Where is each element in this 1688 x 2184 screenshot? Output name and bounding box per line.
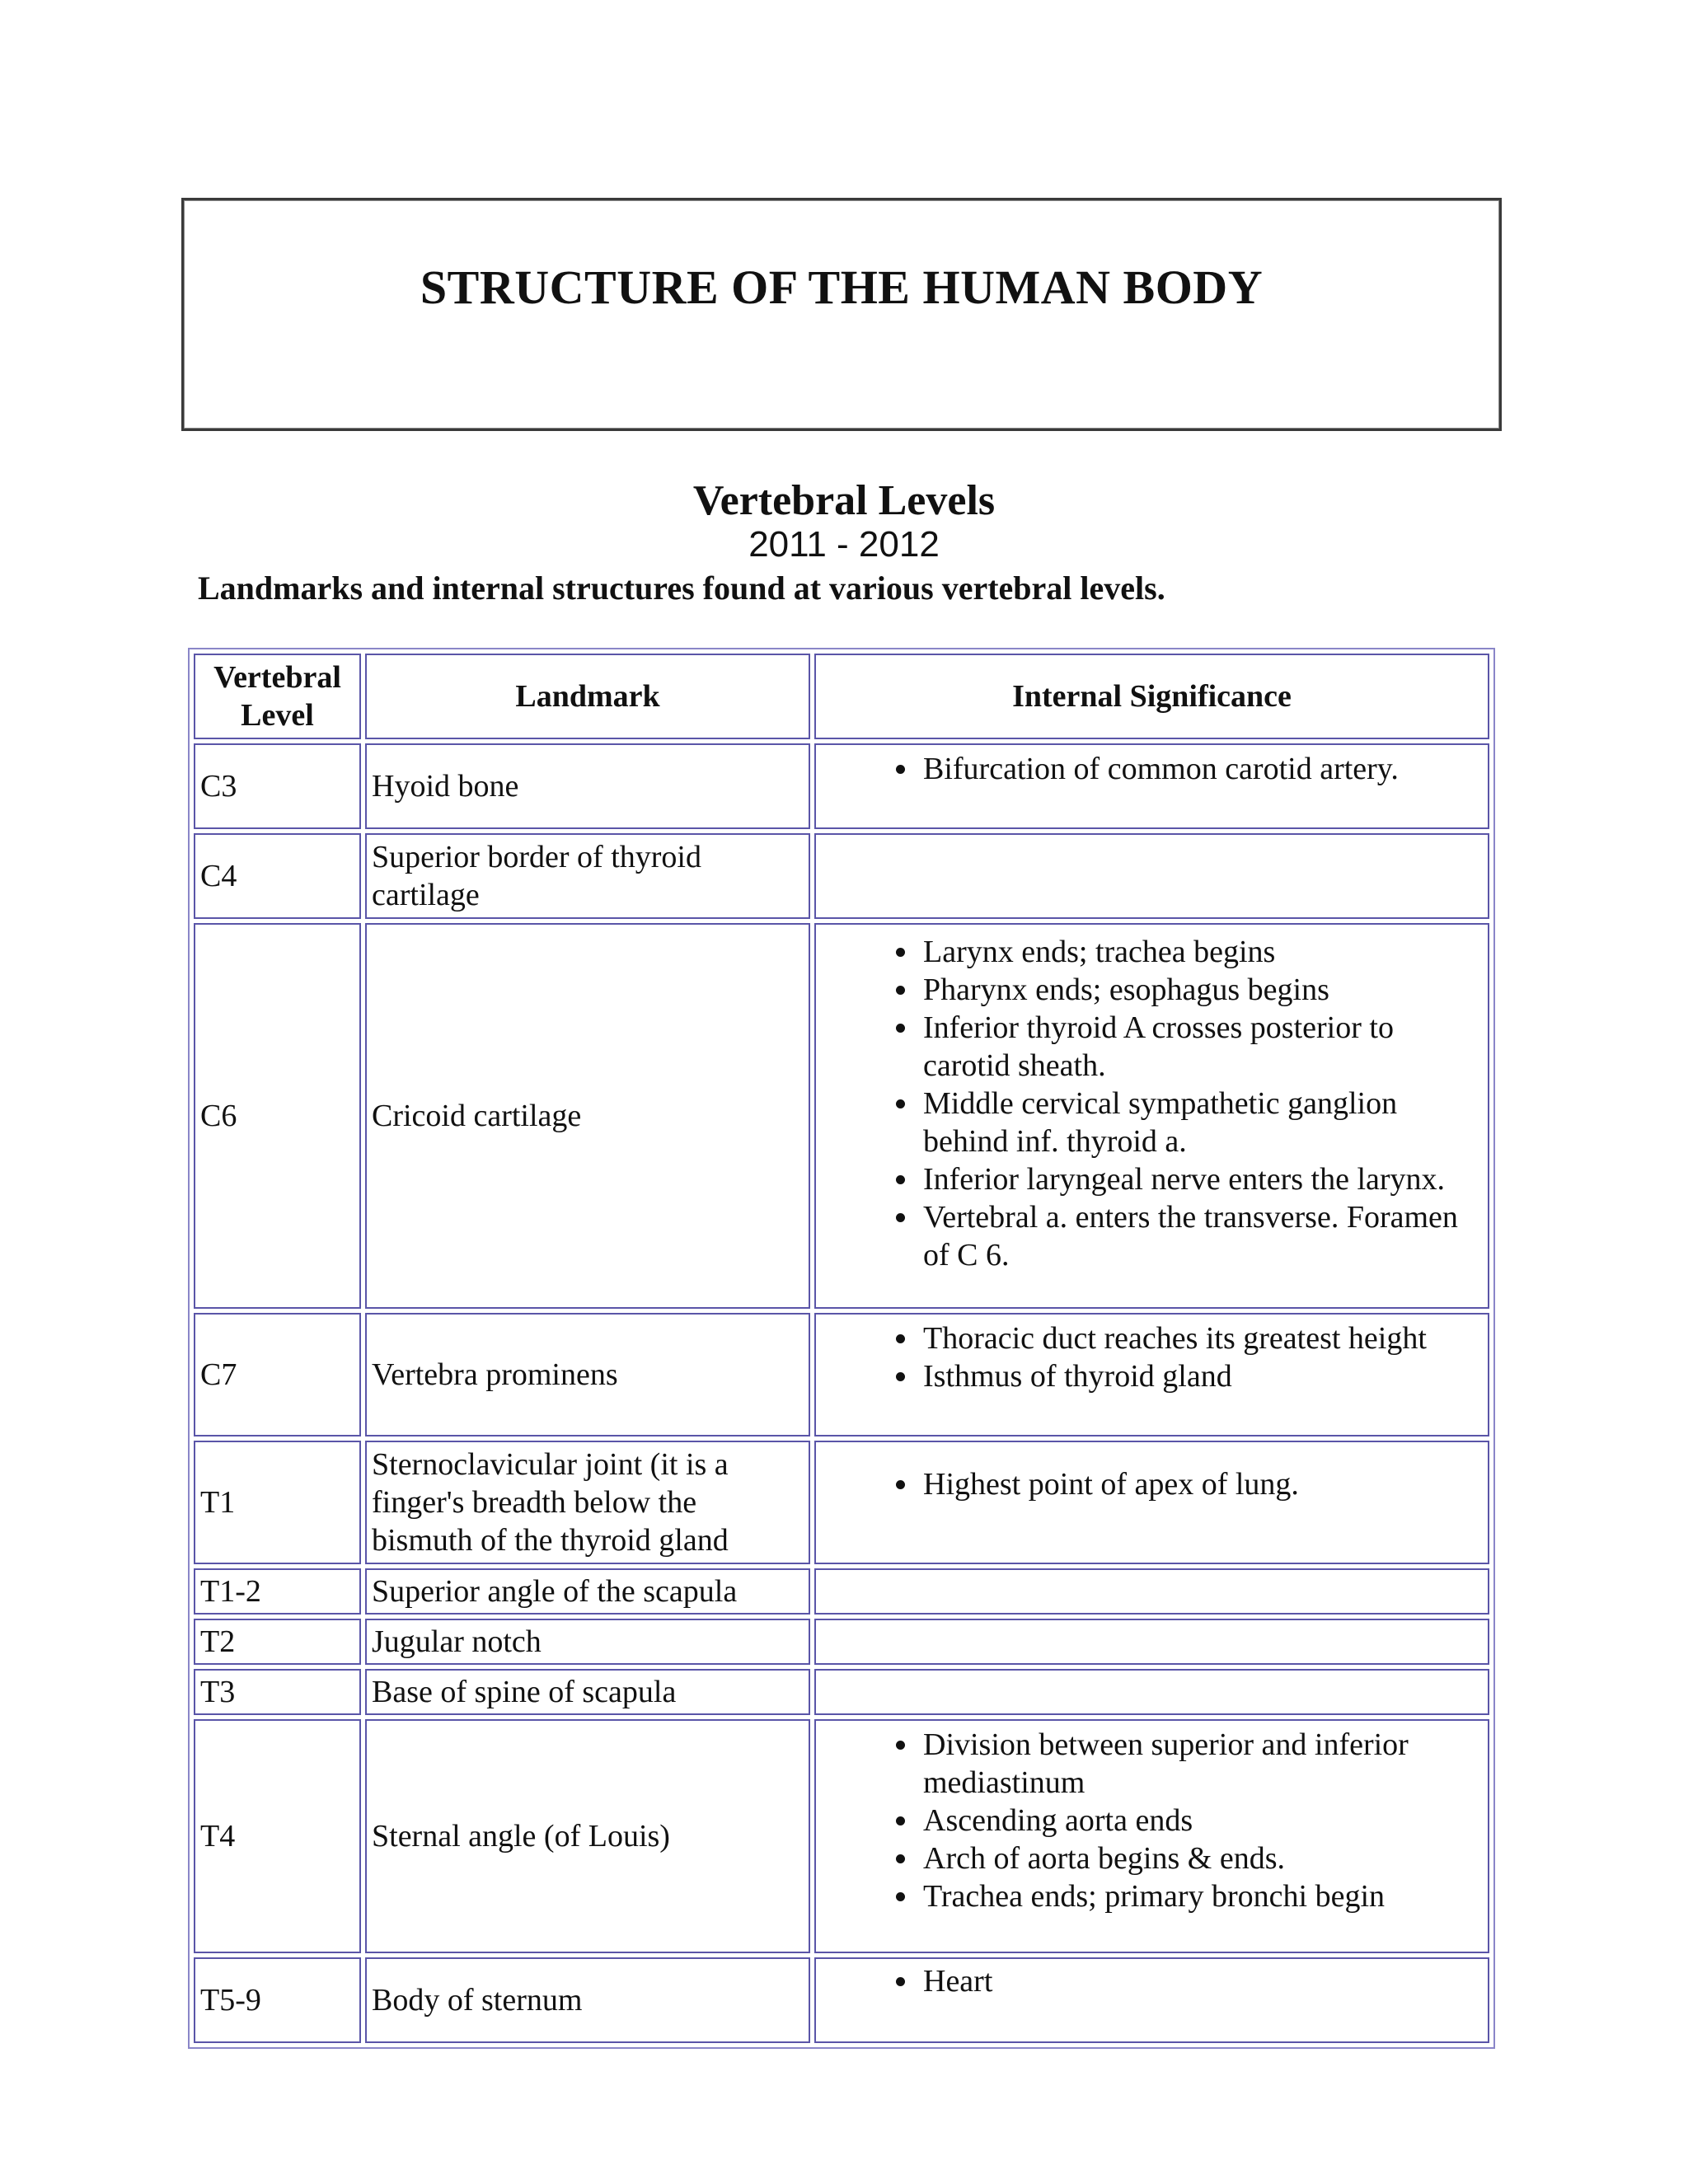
cell-level: C3 <box>194 743 361 829</box>
list-item: • Trachea ends; primary bronchi begin <box>920 1877 1483 1915</box>
title-box <box>181 198 1502 431</box>
cell-significance <box>814 833 1489 919</box>
list-item: • Ascending aorta ends <box>920 1802 1483 1840</box>
significance-list <box>821 933 1483 1274</box>
cell-level: T1 <box>194 1441 361 1564</box>
list-item: • Division between superior and inferior mediastinum <box>920 1726 1483 1802</box>
cell-landmark: Jugular notch <box>365 1619 810 1665</box>
cell-level: T2 <box>194 1619 361 1665</box>
cell-significance <box>814 743 1489 829</box>
cell-significance <box>814 1441 1489 1564</box>
cell-level: C7 <box>194 1313 361 1436</box>
list-item: • Inferior thyroid A crosses posterior to carotid sheath. <box>920 1009 1483 1085</box>
significance-list <box>821 1319 1483 1395</box>
table-row <box>194 1719 1489 1953</box>
list-item: • Pharynx ends; esophagus begins <box>920 971 1483 1009</box>
cell-significance <box>814 1568 1489 1615</box>
cell-landmark: Superior angle of the scapula <box>365 1568 810 1615</box>
table-row <box>194 923 1489 1309</box>
cell-level: T1-2 <box>194 1568 361 1615</box>
cell-landmark: Body of sternum <box>365 1957 810 2043</box>
list-item: • Vertebral a. enters the transverse. Foramen of C 6. <box>920 1198 1483 1274</box>
list-item: • Middle cervical sympathetic ganglion behind inf. thyroid a. <box>920 1085 1483 1160</box>
cell-level: T5-9 <box>194 1957 361 2043</box>
table-header-row <box>194 654 1489 739</box>
cell-landmark: Cricoid cartilage <box>365 923 810 1309</box>
cell-significance <box>814 1619 1489 1665</box>
header-landmark: Landmark <box>365 654 810 739</box>
list-item: • Inferior laryngeal nerve enters the larynx. <box>920 1160 1483 1198</box>
document-title: STRUCTURE OF THE HUMAN BODY <box>420 260 1264 314</box>
list-item: • Larynx ends; trachea begins <box>920 933 1483 971</box>
significance-list <box>821 1962 1483 2000</box>
significance-list <box>821 1465 1483 1503</box>
list-item: • Isthmus of thyroid gland <box>920 1357 1483 1395</box>
header-internal-significance: Internal Significance <box>814 654 1489 739</box>
table-row <box>194 1619 1489 1665</box>
cell-landmark: Base of spine of scapula <box>365 1669 810 1715</box>
list-item: • Highest point of apex of lung. <box>920 1465 1483 1503</box>
section-subtitle: Landmarks and internal structures found at various vertebral levels. <box>198 569 1165 607</box>
header-vertebral-level: Vertebral Level <box>194 654 361 739</box>
cell-significance <box>814 1313 1489 1436</box>
cell-landmark: Superior border of thyroid cartilage <box>365 833 810 919</box>
cell-landmark: Sternal angle (of Louis) <box>365 1719 810 1953</box>
cell-landmark: Sternoclavicular joint (it is a finger's breadth below the bismuth of the thyroid gland <box>365 1441 810 1564</box>
list-item: • Bifurcation of common carotid artery. <box>920 750 1483 788</box>
table-row <box>194 1669 1489 1715</box>
section-heading: Vertebral Levels <box>692 477 996 524</box>
cell-significance <box>814 1719 1489 1953</box>
table-row <box>194 1568 1489 1615</box>
significance-list <box>821 1726 1483 1915</box>
cell-landmark: Vertebra prominens <box>365 1313 810 1436</box>
table-row <box>194 1313 1489 1436</box>
cell-level: T3 <box>194 1669 361 1715</box>
cell-significance <box>814 1669 1489 1715</box>
table-row <box>194 1957 1489 2043</box>
table-row <box>194 833 1489 919</box>
table-row <box>194 1441 1489 1564</box>
cell-significance <box>814 923 1489 1309</box>
cell-level: C4 <box>194 833 361 919</box>
vertebral-levels-table-wrapper <box>188 648 1492 2049</box>
significance-list <box>821 750 1483 788</box>
cell-level: T4 <box>194 1719 361 1953</box>
cell-landmark: Hyoid bone <box>365 743 810 829</box>
list-item: • Thoracic duct reaches its greatest height <box>920 1319 1483 1357</box>
cell-significance <box>814 1957 1489 2043</box>
list-item: • Heart <box>920 1962 1483 2000</box>
list-item: • Arch of aorta begins & ends. <box>920 1840 1483 1877</box>
table-row <box>194 743 1489 829</box>
vertebral-levels-table <box>188 648 1495 2049</box>
cell-level: C6 <box>194 923 361 1309</box>
academic-year: 2011 - 2012 <box>748 524 940 565</box>
